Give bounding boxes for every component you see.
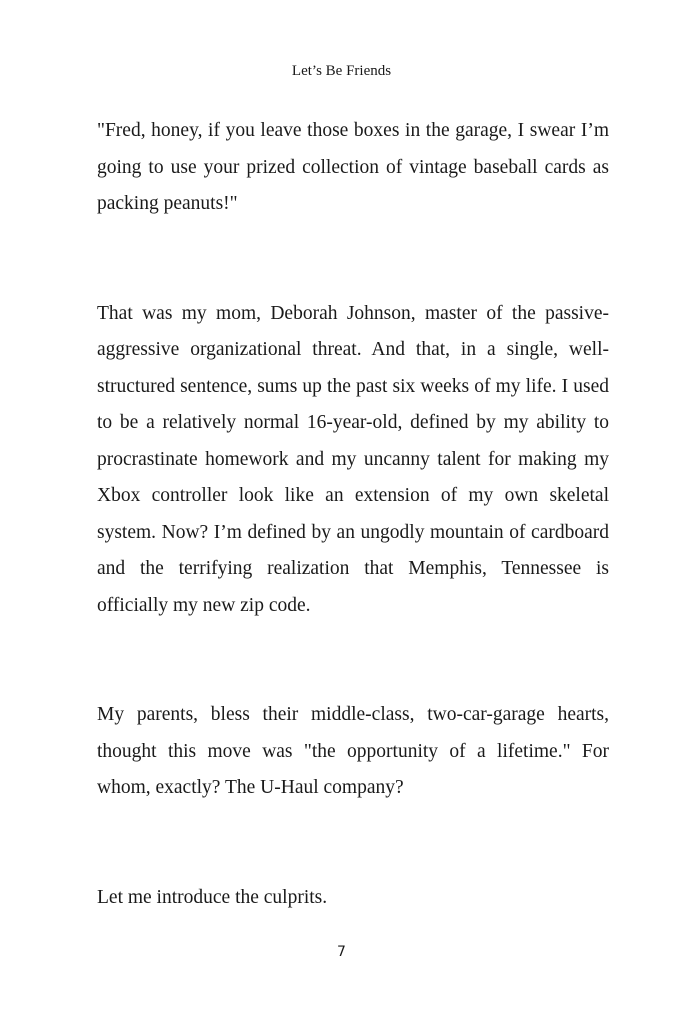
paragraph: My parents, bless their middle-class, two-car-garage hearts, thought this move was "the opportunity of a lifetime." For whom, exactly? The U-Haul company?	[97, 704, 609, 798]
running-header: Let’s Be Friends	[291, 63, 392, 79]
paragraph: That was my mom, Deborah Johnson, master of the passive-aggressive organizational threat. And that, in a single, well-structured sentence, sums up the past six weeks of my life. I used to be a relatively normal 16-year-old, defined by my ability to procrastinate homework and my uncanny talent for making my Xbox controller look like an extension of my own skeletal system. Now? I’m defined by an ungodly mountain of cardboard and the terrifying realization that Memphis, Tennessee is officially my new zip code.	[97, 302, 609, 616]
paragraph: Let me introduce the culprits.	[97, 886, 328, 908]
paragraph: "Fred, honey, if you leave those boxes in the garage, I swear I’m going to use your prized collection of vintage baseball cards as packing peanuts!"	[97, 120, 609, 214]
body-text	[97, 113, 609, 916]
page-number: 7	[337, 944, 346, 960]
